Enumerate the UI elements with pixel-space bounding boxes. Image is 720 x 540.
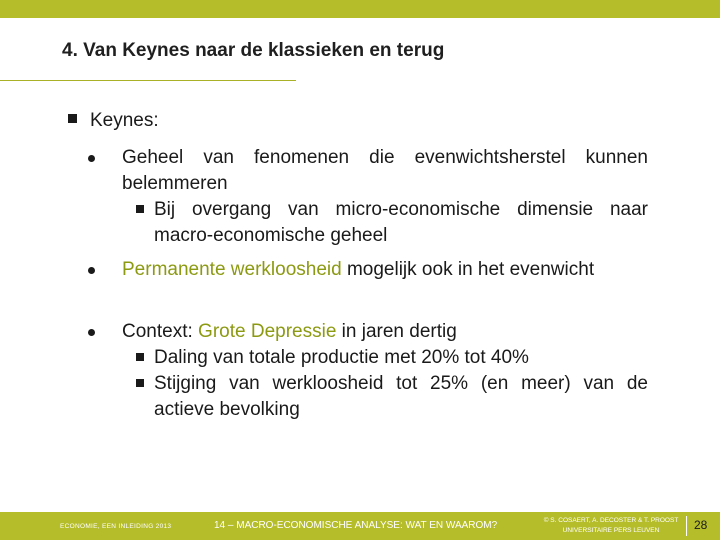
item-context [122, 319, 648, 345]
square-bullet-icon [136, 353, 144, 361]
item-text: mogelijk ook in het evenwicht [341, 259, 595, 280]
subitem-text: Daling van totale productie met 20% tot 40% [154, 347, 529, 368]
item-fenomenen [122, 145, 648, 197]
subitem-list [122, 197, 648, 249]
title-underline [0, 80, 296, 81]
footer-divider [686, 516, 687, 536]
footer-bar [0, 512, 720, 540]
top-accent-bar [0, 0, 720, 18]
highlight-term: Permanente werkloosheid [122, 259, 342, 280]
item-werkloosheid [122, 257, 648, 283]
square-bullet-icon [68, 114, 77, 123]
subitem-daling [122, 345, 648, 371]
slide-title: 4. Van Keynes naar de klassieken en terug [62, 40, 445, 61]
item-text: Geheel van fenomenen die evenwichtsherstel kunnen belemmeren [122, 147, 648, 194]
page-number: 28 [694, 518, 708, 532]
footer-publisher: UNIVERSITAIRE PERS LEUVEN [562, 527, 660, 534]
square-bullet-icon [136, 205, 144, 213]
footer-course: ECONOMIE, EEN INLEIDING 2013 [60, 523, 172, 530]
subitem-stijging [122, 371, 648, 423]
footer-authors: © S. COSAERT, A. DECOSTER & T. PROOST [543, 517, 679, 524]
subitem-text: Bij overgang van micro-economische dimensie naar macro-economische geheel [154, 199, 648, 246]
subitem-overgang [122, 197, 648, 249]
square-bullet-icon [136, 379, 144, 387]
subitem-list [122, 345, 648, 423]
round-bullet-icon [88, 329, 95, 336]
slide-content [68, 108, 648, 423]
keynes-heading: Keynes: [90, 110, 159, 131]
highlight-term: Grote Depressie [198, 321, 337, 342]
footer-copyright [538, 516, 684, 536]
item-text: in jaren dertig [336, 321, 457, 342]
item-prefix: Context: [122, 321, 199, 342]
round-bullet-icon [88, 267, 95, 274]
round-bullet-icon [88, 155, 95, 162]
subitem-text: Stijging van werkloosheid tot 25% (en meer) van de actieve bevolking [154, 373, 648, 420]
bullet-keynes [68, 108, 648, 134]
footer-chapter: 14 – MACRO-ECONOMISCHE ANALYSE: WAT EN WAAROM? [214, 520, 498, 531]
